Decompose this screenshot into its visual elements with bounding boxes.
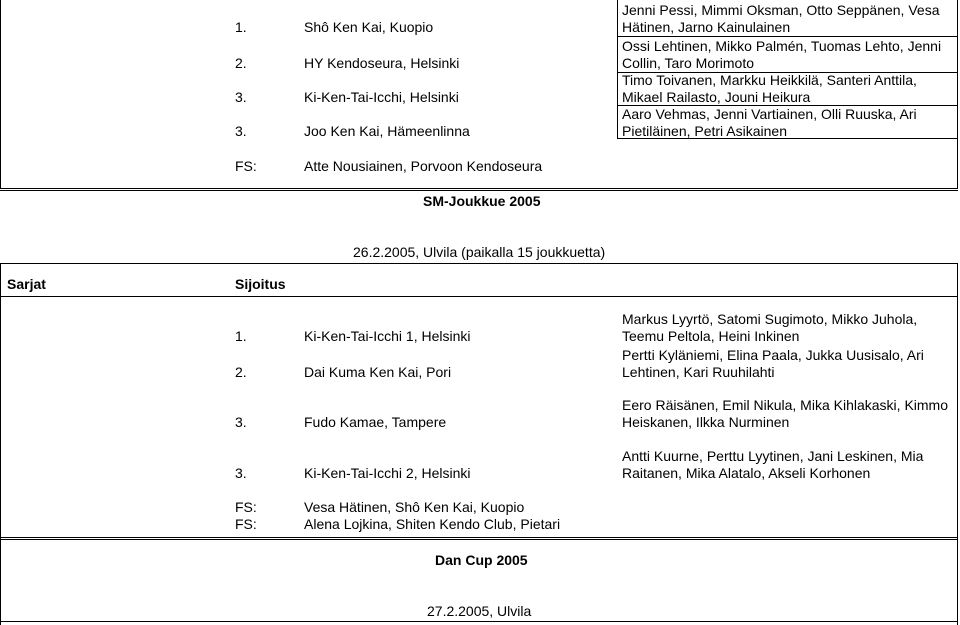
fs-name: Vesa Hätinen, Shô Ken Kai, Kuopio [304,499,525,515]
fs-label: FS: [235,516,257,532]
result-members-line-1: Pertti Kyläniemi, Elina Paala, Jukka Uusisalo, Ari [622,347,924,363]
result-club: Shô Ken Kai, Kuopio [304,19,434,35]
section-divider-top [0,188,958,189]
result-place: 3. [235,123,247,139]
result-club: Fudo Kamae, Tampere [304,414,447,430]
fs-name: Alena Lojkina, Shiten Kendo Club, Pietari [304,516,561,532]
members-column-divider [617,0,618,138]
column-header-sarjat: Sarjat [7,276,46,292]
header-divider [0,263,958,264]
result-place: 3. [235,465,247,481]
result-members-line-2: Hätinen, Jarno Kainulainen [622,19,791,35]
result-club: Ki-Ken-Tai-Icchi, Helsinki [304,89,459,105]
top-left-border [0,0,1,188]
section-divider-top [0,190,958,191]
result-place: 1. [235,328,247,344]
row-divider [617,36,957,37]
result-club: Ki-Ken-Tai-Icchi 2, Helsinki [304,465,471,481]
result-members-line-2: Raitanen, Mika Alatalo, Akseli Korhonen [622,465,871,481]
section-title: SM-Joukkue 2005 [423,193,541,209]
result-members-line-1: Aaro Vehmas, Jenni Vartiainen, Olli Ruuska, Ari [622,106,917,122]
section-date: 26.2.2005, Ulvila (paikalla 15 joukkuetta) [353,244,606,260]
result-place: 1. [235,19,247,35]
result-members-line-1: Markus Lyyrtö, Satomi Sugimoto, Mikko Juhola, [622,311,918,327]
result-club: Joo Ken Kai, Hämeenlinna [304,123,470,139]
result-members-line-2: Lehtinen, Kari Ruuhilahti [622,364,775,380]
result-members-line-2: Collin, Taro Morimoto [622,55,755,71]
result-members-line-1: Jenni Pessi, Mimmi Oksman, Otto Seppänen, Vesa [622,2,940,18]
result-place: 3. [235,89,247,105]
result-place: 2. [235,364,247,380]
header-divider [0,296,958,297]
section-divider [0,537,958,538]
result-club: HY Kendoseura, Helsinki [304,55,460,71]
bottom-left-border [0,263,1,625]
dan-cup-date: 27.2.2005, Ulvila [427,603,532,619]
top-right-border [957,0,958,188]
fs-label: FS: [235,158,257,174]
result-place: 2. [235,55,247,71]
result-members-line-1: Timo Toivanen, Markku Heikkilä, Santeri Anttila, [622,72,917,88]
section-divider [0,539,958,540]
result-club: Dai Kuma Ken Kai, Pori [304,364,452,380]
fs-name: Atte Nousiainen, Porvoon Kendoseura [304,158,543,174]
column-header-sijoitus: Sijoitus [235,276,286,292]
result-members-line-1: Ossi Lehtinen, Mikko Palmén, Tuomas Lehto, Jenni [622,38,942,54]
fs-label: FS: [235,499,257,515]
result-members-line-1: Antti Kuurne, Perttu Lyytinen, Jani Leskinen, Mia [622,448,924,464]
dan-cup-title: Dan Cup 2005 [435,552,528,568]
result-members-line-2: Teemu Peltola, Heini Inkinen [622,328,800,344]
bottom-right-border [957,263,958,625]
bottom-border [0,621,958,622]
result-club: Ki-Ken-Tai-Icchi 1, Helsinki [304,328,471,344]
result-place: 3. [235,414,247,430]
result-members-line-1: Eero Räisänen, Emil Nikula, Mika Kihlakaski, Kimmo [622,397,948,413]
result-members-line-2: Pietiläinen, Petri Asikainen [622,123,787,139]
result-members-line-2: Mikael Railasto, Jouni Heikura [622,89,811,105]
result-members-line-2: Heiskanen, Ilkka Nurminen [622,414,790,430]
